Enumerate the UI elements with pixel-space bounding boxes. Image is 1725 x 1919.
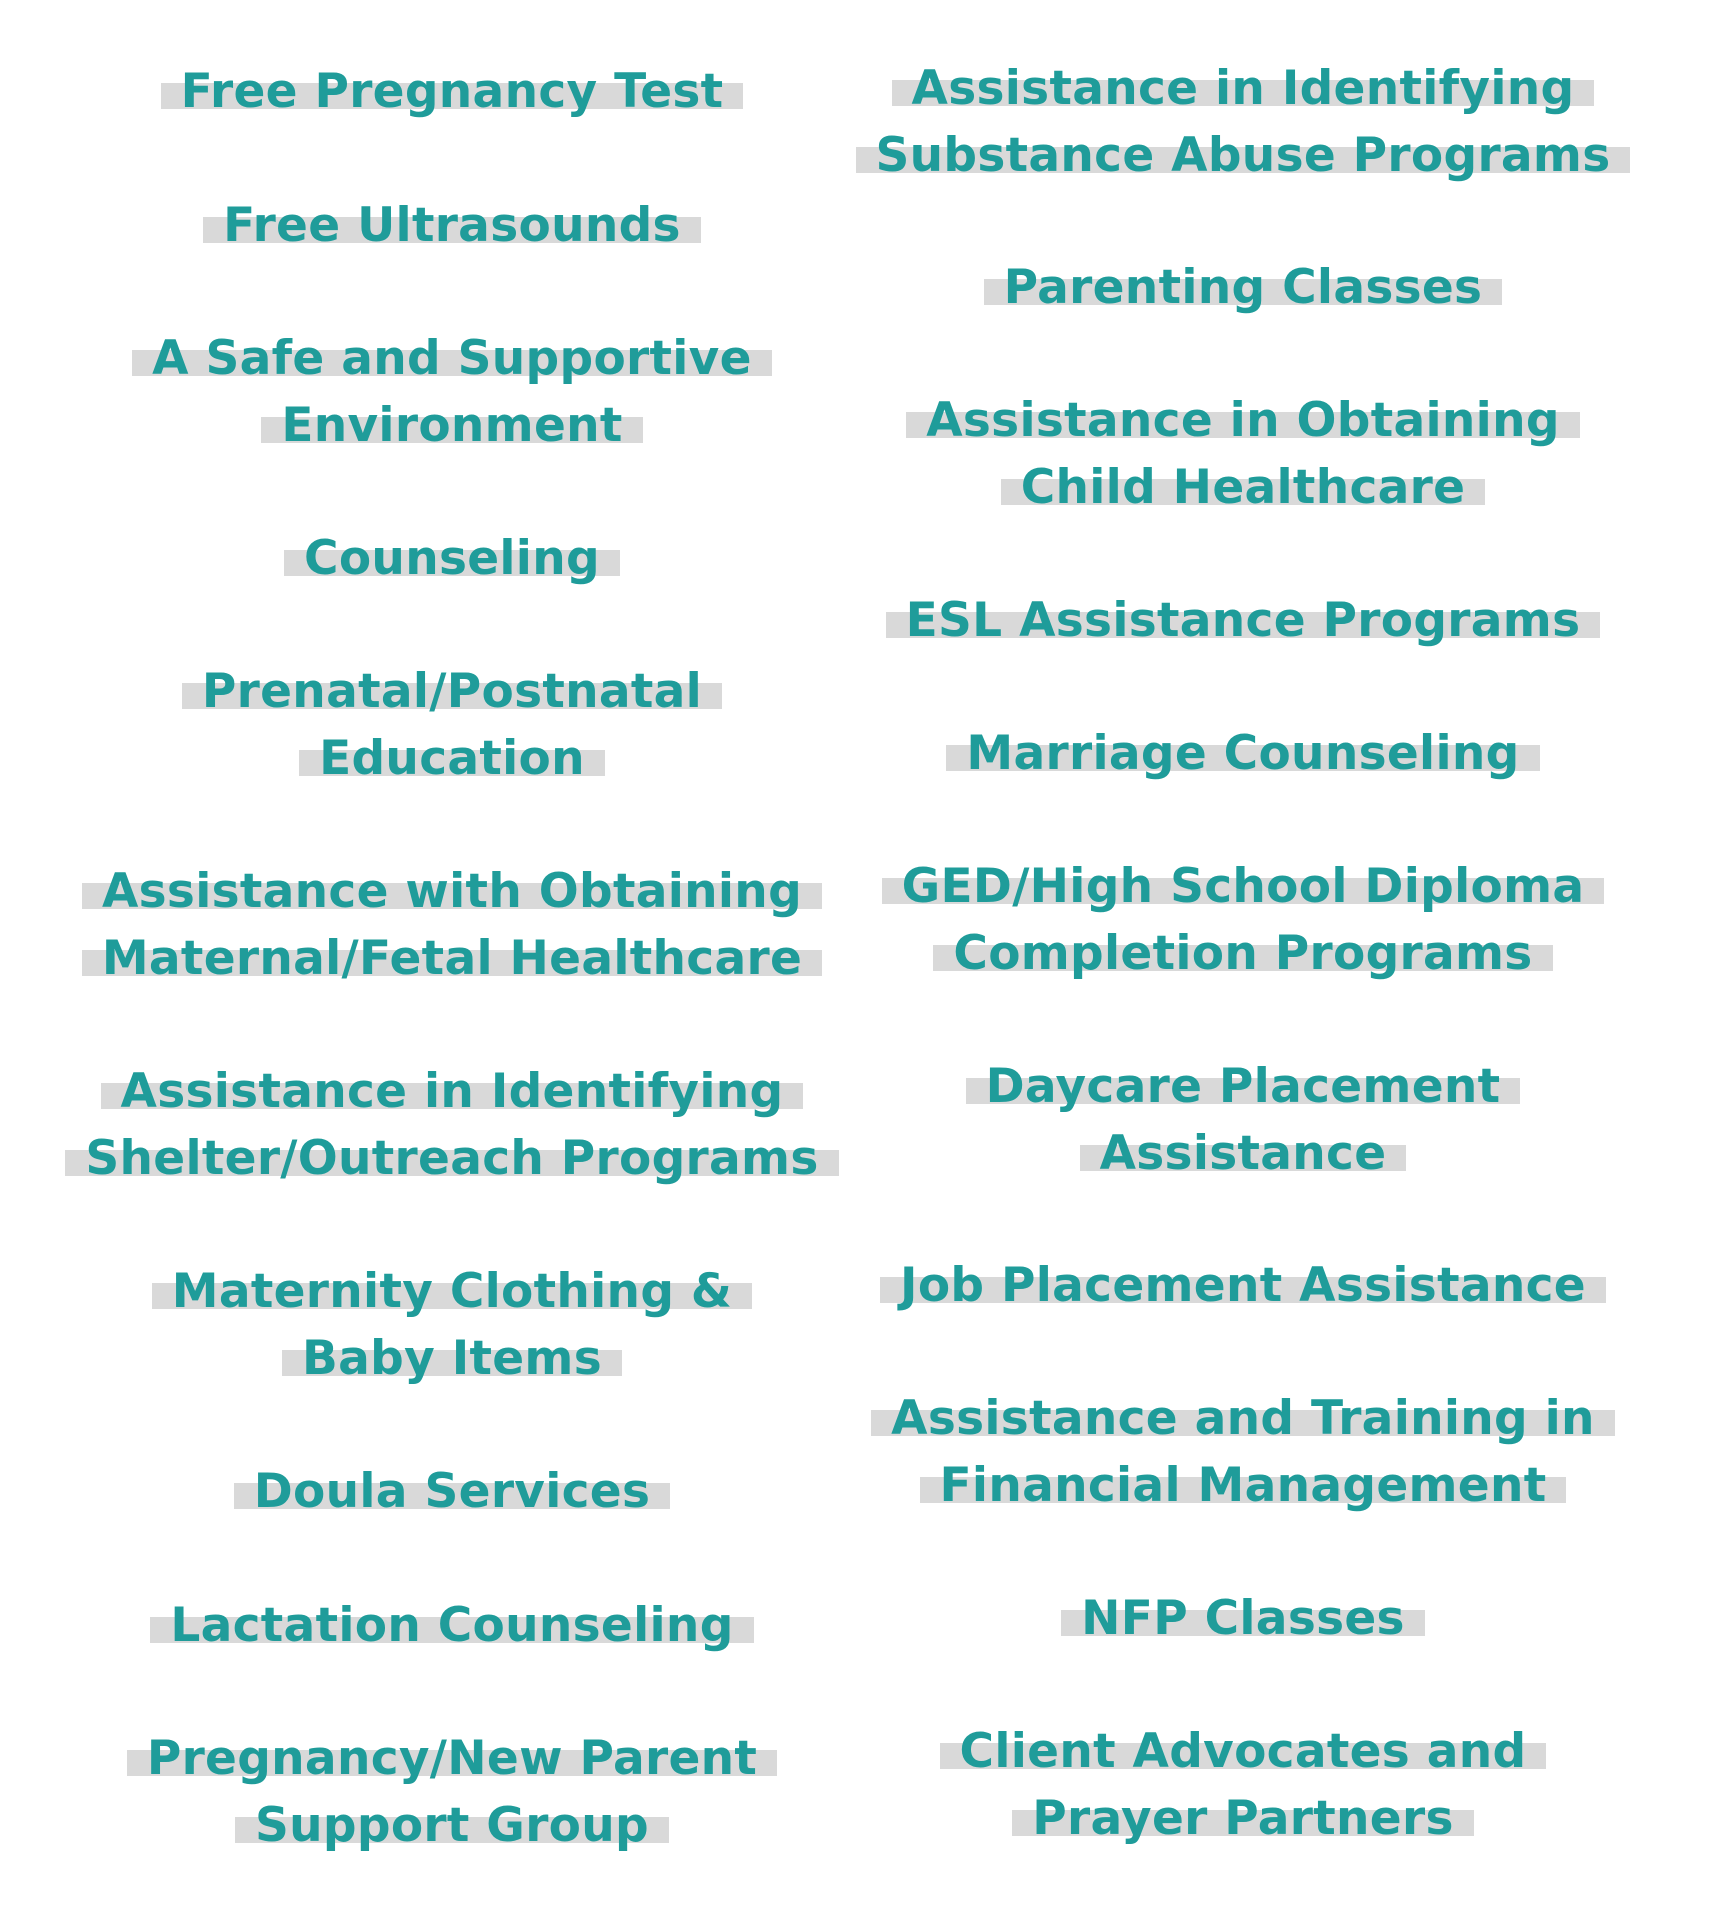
service-daycare-placement [813,1053,1673,1187]
service-doula [22,1458,882,1525]
service-client-advocates [813,1718,1673,1852]
service-line: Doula Services [240,1458,665,1525]
service-line: Client Advocates and [946,1718,1541,1785]
service-parenting-classes [813,254,1673,321]
service-lactation-counseling [22,1592,882,1659]
service-line: Assistance in Identifying [107,1058,798,1125]
service-line: GED/High School Diploma [888,853,1599,920]
service-line: A Safe and Supportive [138,325,766,392]
service-maternal-healthcare [22,858,882,992]
service-substance-abuse-programs [813,55,1673,189]
service-line: ESL Assistance Programs [892,587,1595,654]
service-line: Assistance in Identifying [898,55,1589,122]
service-line: Completion Programs [939,920,1546,987]
service-line: Pregnancy/New Parent [133,1725,771,1792]
service-ged-programs [813,853,1673,987]
service-safe-environment [22,325,882,459]
service-line: Assistance with Obtaining [88,858,816,925]
service-line: Maternal/Fetal Healthcare [88,925,816,992]
service-line: Lactation Counseling [156,1592,747,1659]
service-free-pregnancy-test [22,58,882,125]
service-line: Free Pregnancy Test [167,58,738,125]
service-line: Shelter/Outreach Programs [71,1125,832,1192]
service-line: Assistance in Obtaining [912,387,1574,454]
service-line: Daycare Placement [972,1053,1515,1120]
service-shelter-programs [22,1058,882,1192]
service-line: Prenatal/Postnatal [188,658,716,725]
service-counseling [22,525,882,592]
service-job-placement [813,1252,1673,1319]
service-line: Environment [267,392,636,459]
service-line: Maternity Clothing & [158,1258,746,1325]
service-prenatal-education [22,658,882,792]
service-nfp-classes [813,1585,1673,1652]
service-line: Counseling [290,525,614,592]
service-line: Baby Items [288,1325,616,1392]
service-line: Parenting Classes [990,254,1497,321]
right-services-column [813,0,1673,1919]
service-financial-management [813,1385,1673,1519]
service-line: Substance Abuse Programs [862,122,1625,189]
service-esl-programs [813,587,1673,654]
service-line: Job Placement Assistance [886,1252,1600,1319]
service-line: Prayer Partners [1018,1785,1468,1852]
service-free-ultrasounds [22,192,882,259]
service-maternity-clothing [22,1258,882,1392]
service-line: Assistance and Training in [877,1385,1609,1452]
service-line: NFP Classes [1067,1585,1419,1652]
service-child-healthcare [813,387,1673,521]
service-line: Support Group [241,1792,663,1859]
service-line: Marriage Counseling [952,720,1533,787]
service-line: Free Ultrasounds [209,192,695,259]
service-support-group [22,1725,882,1859]
service-line: Assistance [1086,1120,1401,1187]
left-services-column [22,0,882,1919]
service-line: Child Healthcare [1007,454,1480,521]
service-marriage-counseling [813,720,1673,787]
service-line: Financial Management [926,1452,1561,1519]
service-line: Education [305,725,599,792]
